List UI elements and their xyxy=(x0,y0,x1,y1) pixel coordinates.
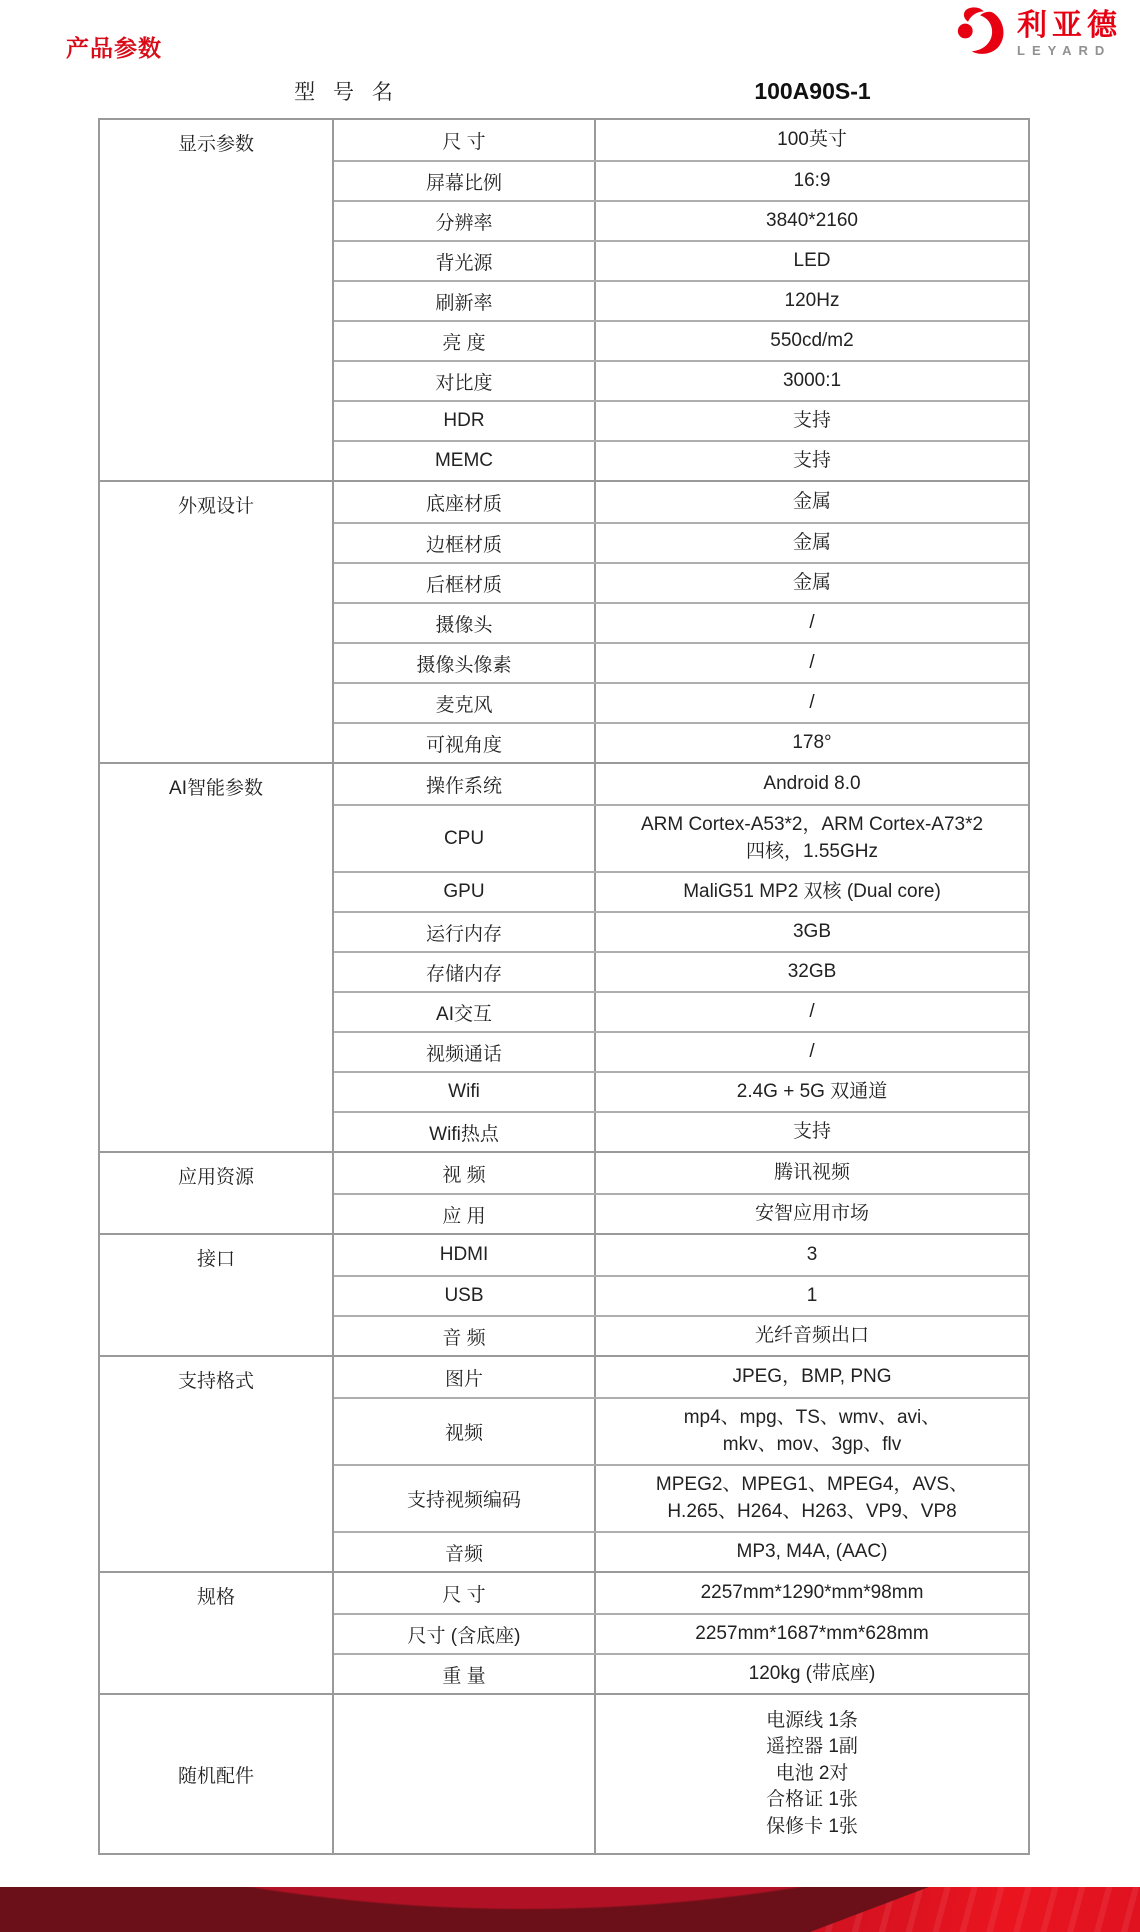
param-cell: Wifi热点 xyxy=(334,1113,596,1151)
param-cell: 图片 xyxy=(334,1357,596,1397)
value-cell: 178° xyxy=(792,731,832,753)
value-cell: / xyxy=(809,1040,815,1062)
value-cell: 3GB xyxy=(792,920,832,942)
table-row xyxy=(334,160,1028,200)
param-cell: 尺 寸 xyxy=(334,1573,596,1613)
value-cell: 3840*2160 xyxy=(766,209,858,231)
value-cell: / xyxy=(809,691,815,713)
param-cell: 视 频 xyxy=(334,1153,596,1193)
param-cell: 摄像头像素 xyxy=(334,644,596,682)
section-7 xyxy=(100,1571,1028,1693)
table-row xyxy=(334,1153,1028,1193)
table-row xyxy=(334,871,1028,911)
value-line: 合格证 1张 xyxy=(766,1789,858,1811)
value-cell: 2257mm*1687*mm*628mm xyxy=(695,1622,929,1644)
value-cell: 光纤音频出口 xyxy=(754,1324,869,1346)
value-cell: 支持 xyxy=(792,449,831,471)
table-row xyxy=(334,764,1028,804)
section-rows xyxy=(334,1153,1028,1233)
param-cell: 屏幕比例 xyxy=(334,162,596,200)
table-row xyxy=(334,911,1028,951)
table-row xyxy=(334,1235,1028,1275)
table-row xyxy=(334,320,1028,360)
table-row xyxy=(334,1111,1028,1151)
value-cell xyxy=(596,806,1028,871)
value-cell: 32GB xyxy=(787,960,837,982)
value-cell: 1 xyxy=(806,1284,818,1306)
category-cell: 应用资源 xyxy=(100,1153,334,1233)
param-cell: 尺寸 (含底座) xyxy=(334,1615,596,1653)
category-cell: 规格 xyxy=(100,1573,334,1693)
value-cell: 2257mm*1290*mm*98mm xyxy=(700,1581,924,1603)
page-title: 产品参数 xyxy=(66,35,162,61)
value-line: mkv、mov、3gp、flv xyxy=(722,1433,902,1455)
value-cell: / xyxy=(809,651,815,673)
value-cell: 120Hz xyxy=(784,289,840,311)
value-cell xyxy=(596,1466,1028,1531)
param-cell: CPU xyxy=(334,806,596,871)
table-row xyxy=(334,120,1028,160)
category-cell: AI智能参数 xyxy=(100,764,334,1151)
param-cell: AI交互 xyxy=(334,993,596,1031)
param-cell: MEMC xyxy=(334,442,596,480)
param-cell xyxy=(334,1695,596,1853)
section-rows xyxy=(334,764,1028,1151)
category-cell: 显示参数 xyxy=(100,120,334,480)
param-cell: 重 量 xyxy=(334,1655,596,1693)
value-line: H.265、H264、H263、VP9、VP8 xyxy=(667,1500,957,1522)
table-row xyxy=(334,1613,1028,1653)
model-header-row xyxy=(98,68,1030,114)
param-cell: 可视角度 xyxy=(334,724,596,762)
value-cell: 金属 xyxy=(792,531,831,553)
table-row xyxy=(334,562,1028,602)
param-cell: 操作系统 xyxy=(334,764,596,804)
table-row xyxy=(334,951,1028,991)
table-row xyxy=(334,400,1028,440)
value-line: 电池 2对 xyxy=(775,1762,849,1784)
value-cell: 支持 xyxy=(792,1120,831,1142)
param-cell: 亮 度 xyxy=(334,322,596,360)
table-row xyxy=(334,682,1028,722)
value-line: ARM Cortex-A53*2，ARM Cortex-A73*2 xyxy=(640,813,984,835)
value-line: mp4、mpg、TS、wmv、avi、 xyxy=(683,1406,941,1428)
param-cell: 麦克风 xyxy=(334,684,596,722)
table-row xyxy=(334,1315,1028,1355)
param-cell: 摄像头 xyxy=(334,604,596,642)
value-cell: 2.4G + 5G 双通道 xyxy=(736,1080,888,1102)
value-cell xyxy=(596,1399,1028,1464)
value-cell: Android 8.0 xyxy=(763,772,861,794)
footer-red-band xyxy=(0,1887,1140,1932)
table-row xyxy=(334,440,1028,480)
logo-text-en: LEYARD xyxy=(1017,42,1112,58)
param-cell: 支持视频编码 xyxy=(334,1466,596,1531)
table-row xyxy=(334,1031,1028,1071)
value-cell: 3000:1 xyxy=(782,369,842,391)
table-row xyxy=(334,360,1028,400)
table-row xyxy=(334,1193,1028,1233)
value-cell: MaliG51 MP2 双核 (Dual core) xyxy=(683,880,941,902)
value-line: MPEG2、MPEG1、MPEG4，AVS、 xyxy=(655,1473,969,1495)
param-cell: 背光源 xyxy=(334,242,596,280)
param-cell: 后框材质 xyxy=(334,564,596,602)
table-row xyxy=(334,1464,1028,1531)
param-cell: GPU xyxy=(334,873,596,911)
value-line: 四核，1.55GHz xyxy=(746,840,878,862)
value-line: 保修卡 1张 xyxy=(766,1815,858,1837)
category-cell: 随机配件 xyxy=(100,1695,334,1853)
value-cell: 支持 xyxy=(792,409,831,431)
param-cell: 边框材质 xyxy=(334,524,596,562)
table-row xyxy=(334,1357,1028,1397)
param-cell: 存储内存 xyxy=(334,953,596,991)
table-row xyxy=(334,1653,1028,1693)
value-line: 电源线 1条 xyxy=(766,1709,858,1731)
value-cell: 腾讯视频 xyxy=(773,1161,850,1183)
table-row xyxy=(334,482,1028,522)
section-rows xyxy=(334,120,1028,480)
leyard-logo xyxy=(953,6,1122,61)
param-cell: 底座材质 xyxy=(334,482,596,522)
param-cell: Wifi xyxy=(334,1073,596,1111)
table-row xyxy=(334,1531,1028,1571)
param-cell: 刷新率 xyxy=(334,282,596,320)
table-row xyxy=(334,240,1028,280)
value-cell: LED xyxy=(793,249,831,271)
section-rows xyxy=(334,482,1028,762)
category-cell: 接口 xyxy=(100,1235,334,1355)
value-cell: 金属 xyxy=(792,571,831,593)
value-line: 遥控器 1副 xyxy=(766,1736,858,1758)
value-cell: 16:9 xyxy=(793,169,831,191)
table-row xyxy=(334,804,1028,871)
logo-text-cn: 利亚德 xyxy=(1017,8,1122,42)
model-number: 100A90S-1 xyxy=(754,77,871,104)
param-cell: HDMI xyxy=(334,1235,596,1275)
table-row xyxy=(334,1071,1028,1111)
value-cell: 安智应用市场 xyxy=(754,1202,869,1224)
value-cell: / xyxy=(809,1000,815,1022)
param-cell: 音频 xyxy=(334,1533,596,1571)
section-6 xyxy=(100,1355,1028,1571)
section-3 xyxy=(100,762,1028,1151)
value-cell: MP3, M4A, (AAC) xyxy=(736,1540,888,1562)
table-row xyxy=(334,522,1028,562)
param-cell: 运行内存 xyxy=(334,913,596,951)
table-row xyxy=(334,200,1028,240)
section-2 xyxy=(100,480,1028,762)
table-row xyxy=(334,1695,1028,1853)
value-cell: 100英寸 xyxy=(777,128,847,150)
spec-table xyxy=(98,118,1030,1855)
value-cell: 120kg (带底座) xyxy=(748,1662,876,1684)
model-name-label: 型 号 名 xyxy=(294,81,399,104)
section-4 xyxy=(100,1151,1028,1233)
table-row xyxy=(334,1573,1028,1613)
leyard-logo-icon xyxy=(953,6,1009,61)
section-1 xyxy=(100,120,1028,480)
footer-red-band-right-swoosh xyxy=(810,1887,1140,1932)
param-cell: 尺 寸 xyxy=(334,120,596,160)
section-8 xyxy=(100,1693,1028,1853)
section-rows xyxy=(334,1235,1028,1355)
param-cell: 对比度 xyxy=(334,362,596,400)
value-cell: 3 xyxy=(806,1243,818,1265)
param-cell: 音 频 xyxy=(334,1317,596,1355)
param-cell: 视频通话 xyxy=(334,1033,596,1071)
category-cell: 外观设计 xyxy=(100,482,334,762)
table-row xyxy=(334,602,1028,642)
section-rows xyxy=(334,1695,1028,1853)
section-5 xyxy=(100,1233,1028,1355)
param-cell: 视频 xyxy=(334,1399,596,1464)
table-row xyxy=(334,1275,1028,1315)
value-cell: 金属 xyxy=(792,490,831,512)
param-cell: 分辨率 xyxy=(334,202,596,240)
section-rows xyxy=(334,1573,1028,1693)
category-cell: 支持格式 xyxy=(100,1357,334,1571)
value-cell xyxy=(596,1695,1028,1853)
table-row xyxy=(334,642,1028,682)
param-cell: HDR xyxy=(334,402,596,440)
param-cell: USB xyxy=(334,1277,596,1315)
table-row xyxy=(334,991,1028,1031)
section-rows xyxy=(334,1357,1028,1571)
table-row xyxy=(334,280,1028,320)
param-cell: 应 用 xyxy=(334,1195,596,1233)
value-cell: JPEG，BMP, PNG xyxy=(732,1365,892,1387)
value-cell: / xyxy=(809,611,815,633)
value-cell: 550cd/m2 xyxy=(770,329,854,351)
table-row xyxy=(334,722,1028,762)
table-row xyxy=(334,1397,1028,1464)
